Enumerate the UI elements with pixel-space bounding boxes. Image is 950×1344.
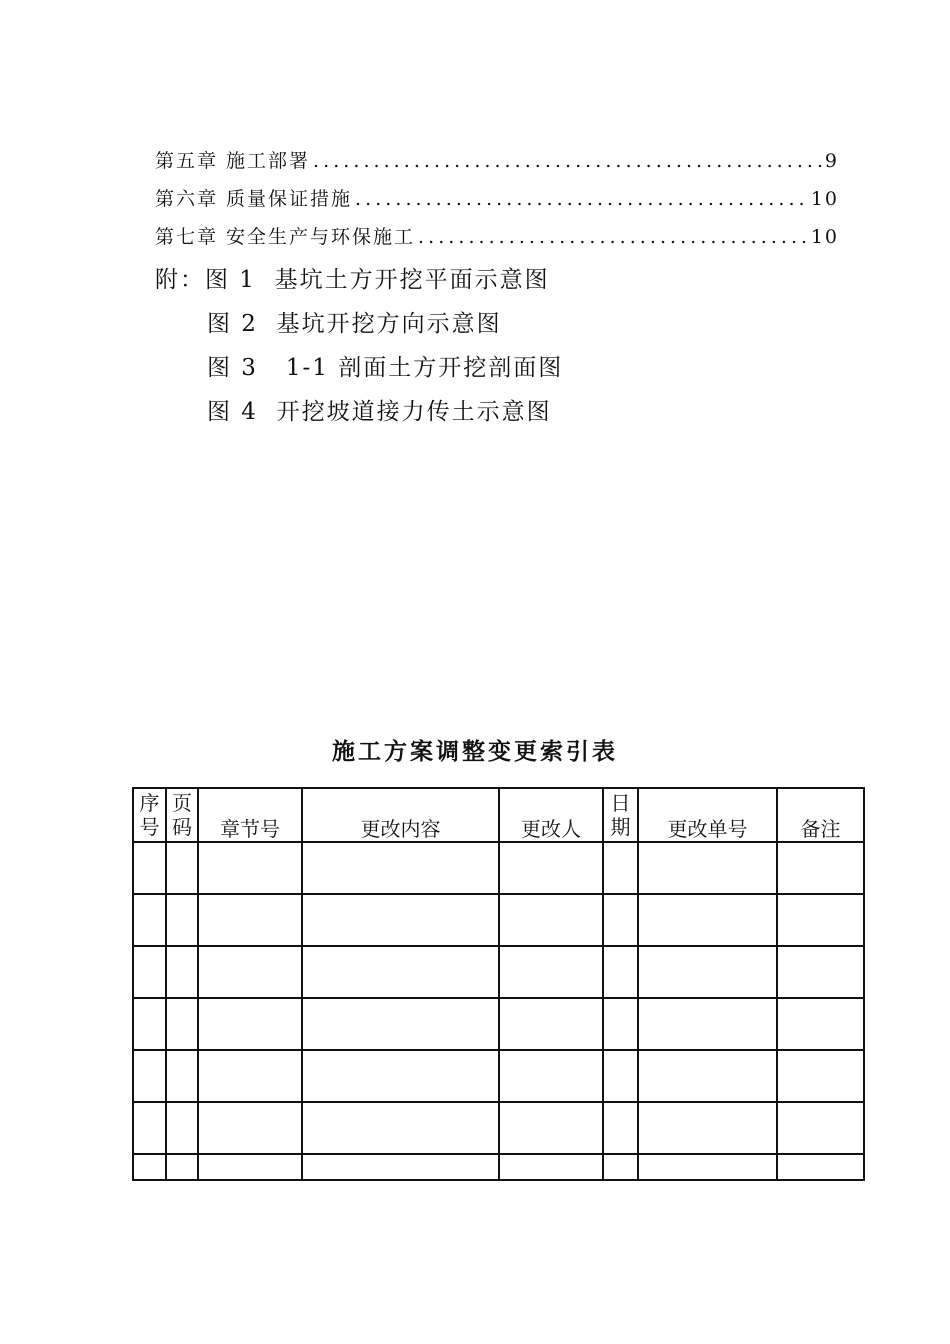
toc-leader-dots xyxy=(313,150,822,172)
toc-entry-label: 第五章 施工部署 xyxy=(155,150,311,172)
table-row xyxy=(133,1102,864,1154)
toc-entry-page: 10 xyxy=(810,188,839,210)
appendix-list xyxy=(155,262,563,438)
header-chapter: 章节号 xyxy=(198,788,302,842)
toc-entry[interactable] xyxy=(155,146,839,184)
appendix-item-label: 图 2 基坑开挖方向示意图 xyxy=(207,311,502,337)
header-note: 备注 xyxy=(777,788,864,842)
toc-entry[interactable] xyxy=(155,184,839,222)
appendix-item xyxy=(155,306,563,350)
toc-leader-dots xyxy=(418,226,808,248)
toc-entry-page: 9 xyxy=(824,150,839,172)
header-order: 更改单号 xyxy=(638,788,777,842)
table-of-contents xyxy=(155,146,839,260)
appendix-item-label: 图 1 基坑土方开挖平面示意图 xyxy=(205,267,550,293)
header-seq: 序 号 xyxy=(133,788,166,842)
table-title: 施工方案调整变更索引表 xyxy=(332,738,618,765)
header-content: 更改内容 xyxy=(302,788,499,842)
table-row xyxy=(133,1154,864,1180)
header-page: 页 码 xyxy=(166,788,198,842)
toc-leader-dots xyxy=(355,188,808,210)
toc-entry-page: 10 xyxy=(810,226,839,248)
header-person: 更改人 xyxy=(499,788,603,842)
table-row xyxy=(133,842,864,894)
appendix-item xyxy=(155,350,563,394)
table-row xyxy=(133,1050,864,1102)
header-date: 日 期 xyxy=(603,788,638,842)
table-row xyxy=(133,946,864,998)
appendix-item-label: 图 3 1-1 剖面土方开挖剖面图 xyxy=(207,355,564,381)
table-row xyxy=(133,894,864,946)
appendix-item xyxy=(155,262,563,306)
appendix-prefix: 附： xyxy=(155,267,205,293)
toc-entry[interactable] xyxy=(155,222,839,260)
toc-entry-label: 第六章 质量保证措施 xyxy=(155,188,353,210)
toc-entry-label: 第七章 安全生产与环保施工 xyxy=(155,226,416,248)
table-row xyxy=(133,998,864,1050)
table-header-row xyxy=(133,788,864,842)
change-index-table xyxy=(132,787,865,1181)
appendix-item xyxy=(155,394,563,438)
appendix-item-label: 图 4 开挖坡道接力传土示意图 xyxy=(207,399,552,425)
